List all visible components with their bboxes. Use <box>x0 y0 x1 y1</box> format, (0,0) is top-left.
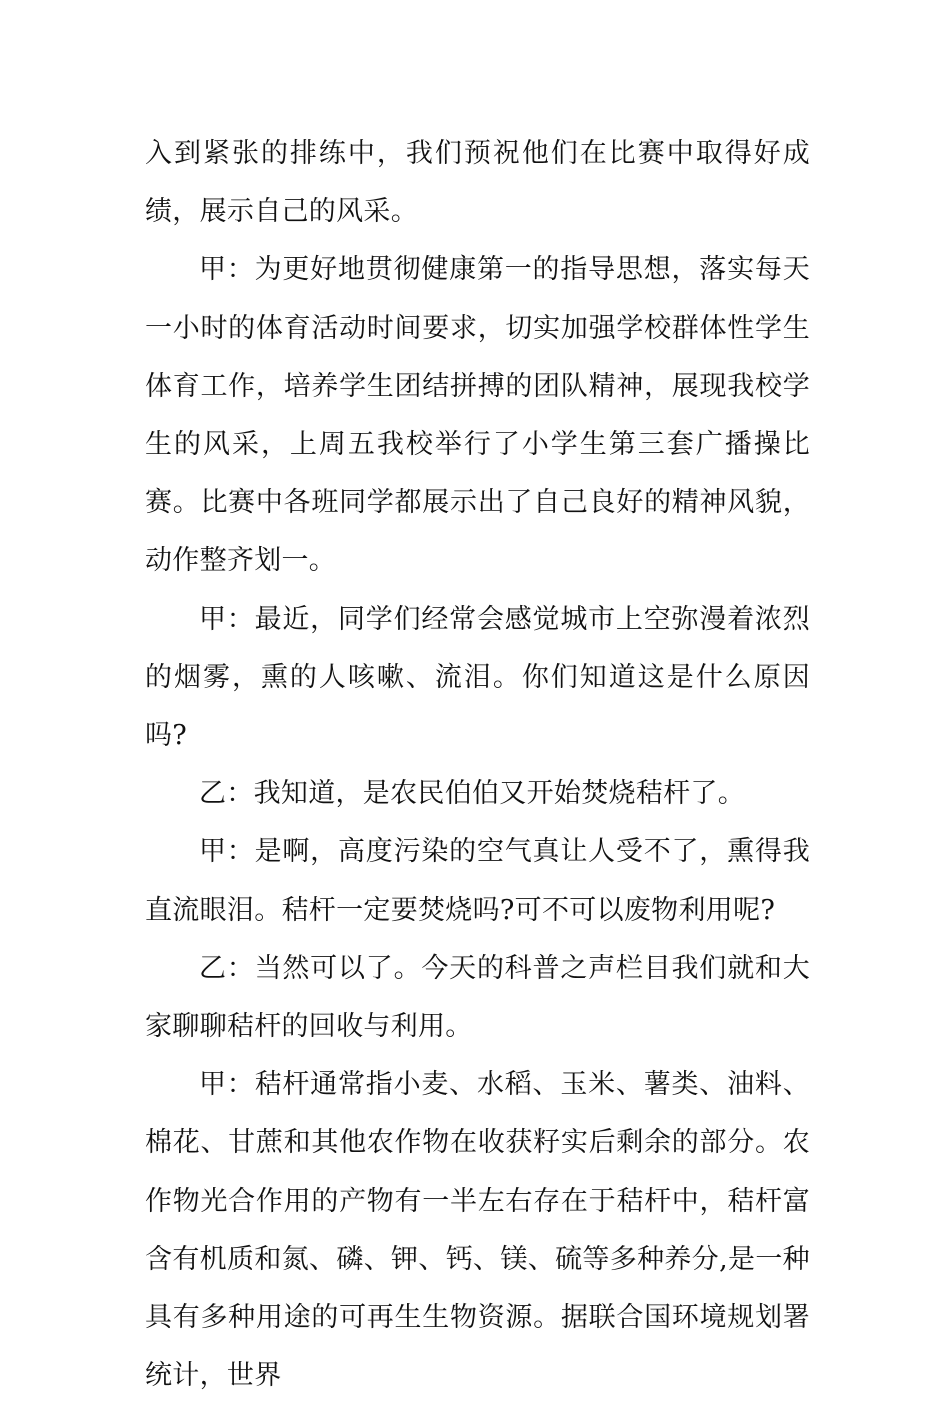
document-body <box>145 125 810 1405</box>
paragraph-1: 入到紧张的排练中，我们预祝他们在比赛中取得好成绩，展示自己的风采。 <box>145 138 810 228</box>
paragraph-7: 甲：秸杆通常指小麦、水稻、玉米、薯类、油料、棉花、甘蔗和其他农作物在收获籽实后剩余的部分。农作物光合作用的产物有一半左右存在于秸杆中，秸杆富含有机质和氮、磷、钾、钙、镁、硫等多种养分,是一种具有多种用途的可再生生物资源。据联合国环境规划署统计，世界 <box>145 1069 810 1392</box>
paragraph-3: 甲：最近，同学们经常会感觉城市上空弥漫着浓烈的烟雾，熏的人咳嗽、流泪。你们知道这是什么原因吗? <box>145 603 810 752</box>
paragraph-6: 乙：当然可以了。今天的科普之声栏目我们就和大家聊聊秸杆的回收与利用。 <box>145 952 810 1043</box>
paragraph-5: 甲：是啊，高度污染的空气真让人受不了，熏得我直流眼泪。秸杆一定要焚烧吗?可不可以废物利用呢? <box>145 836 810 926</box>
paragraph-4: 乙：我知道，是农民伯伯又开始焚烧秸杆了。 <box>199 778 745 810</box>
paragraph-2: 甲：为更好地贯彻健康第一的指导思想，落实每天一小时的体育活动时间要求，切实加强学校群体性学生体育工作，培养学生团结拼搏的团队精神，展现我校学生的风采，上周五我校举行了小学生第三套广播操比赛。比赛中各班同学都展示出了自己良好的精神风貌，动作整齐划一。 <box>145 254 810 577</box>
